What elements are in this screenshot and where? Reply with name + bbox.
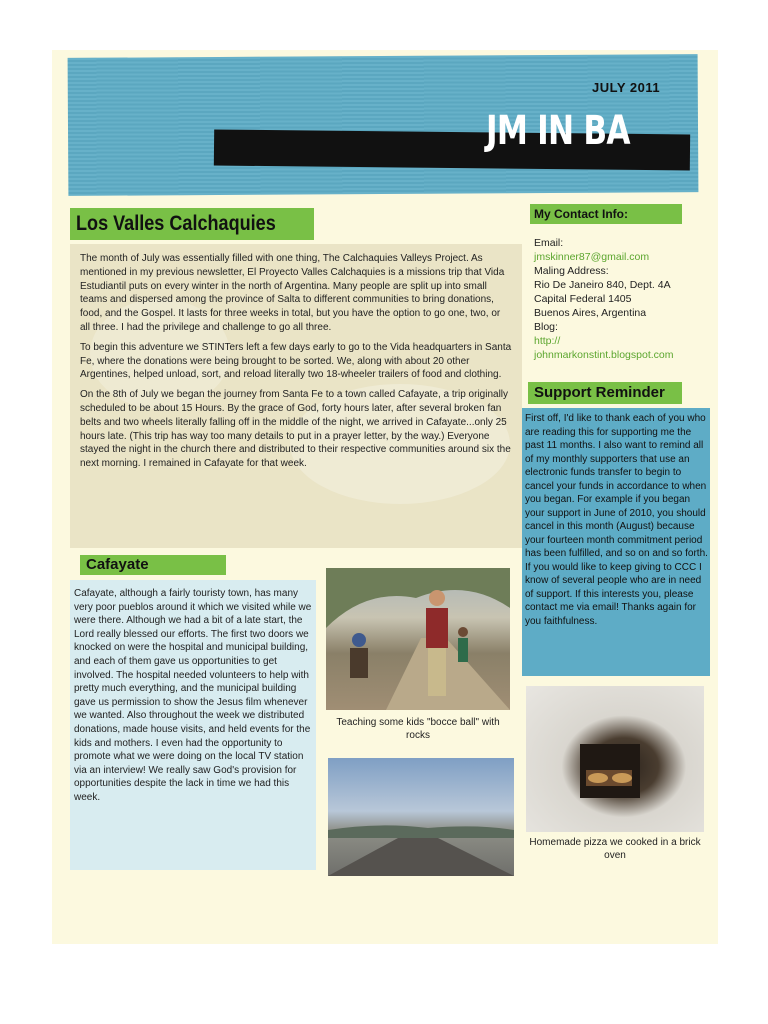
main-article-heading: Los Valles Calchaquies — [70, 208, 314, 240]
road-photo-art — [328, 758, 514, 876]
email-link[interactable]: jmskinner87@gmail.com — [534, 251, 650, 263]
email-label: Email: — [534, 237, 564, 249]
blog-link[interactable]: johnmarkonstint.blogspot.com — [534, 349, 674, 361]
kids-photo-caption: Teaching some kids "bocce ball" with rocks — [336, 717, 500, 741]
blog-label: Blog: — [534, 321, 558, 333]
cafayate-body: Cafayate, although a fairly touristy town, has many very poor pueblos around it which we visited while we were there. Although we had a bit of a late start, the Lord really blessed our efforts. The first two doors we knocked on were the hospital and municipal building, and each of them gave us opportunities to get involved. The hospital needed volunteers to help with pretty much everything, and the municipal building gave us permission to show the Jesus film whenever we wanted. Also throughout the week we distributed donations, made house visits, and held events for the kids and mothers. I even had the opportunity to promote what we were doing on the local TV station via an interview! We really saw God's provision for opportunities despite the lack in time we had this week. — [74, 588, 312, 803]
issue-date: JULY 2011 — [592, 80, 661, 95]
blog-link-prefix[interactable]: http:// — [534, 335, 561, 347]
address-line: Capital Federal 1405 — [534, 293, 632, 305]
paragraph: On the 8th of July we began the journey from Santa Fe to a town called Cafayate, a trip originally scheduled to be about 15 Hours. By the grace of God, forty hours later, after several broken fan belts and two wheels literally falling off in the middle of the night, we arrived in Cafayate...only 25 hours late. (This trip has way too many details to put in a prayer letter, by the way.) Everyone stayed the night in the church there and distributed to their respective communities around six the next morning. I remained in Cafayate for that week. — [80, 389, 511, 470]
oven-photo-caption: Homemade pizza we cooked in a brick oven — [529, 837, 701, 861]
kids-photo-art — [326, 568, 510, 710]
address-line: Rio De Janeiro 840, Dept. 4A — [534, 279, 671, 291]
kids-photo — [326, 568, 510, 710]
oven-photo-art — [526, 686, 704, 832]
road-photo — [328, 758, 514, 876]
paragraph: To begin this adventure we STINTers left a few days early to go to the Vida headquarters in Santa Fe, where the donations were being brought to be sorted. We, along with about 20 other Argentines, helped unload, sort, and reload literally two 18-wheeler trailers of food and clothing. — [80, 341, 512, 381]
mailing-label: Maling Address: — [534, 265, 609, 277]
address-line: Buenos Aires, Argentina — [534, 307, 647, 319]
support-body: First off, I'd like to thank each of you who are reading this for supporting me the past 11 months. I also want to remind all of my monthly supporters that use an electronic funds transfer to begin to cancel your funds in accordance to when you began. For example if you began your support in June of 2010, you should cancel in this month (August) because your fourteen month commitment period has been fulfilled, and so on and so forth. If you would like to keep giving to CCC I know of several people who are in need of support. If this interests you, please contact me via email! Thanks again for you faithfulness. — [525, 413, 708, 627]
oven-photo — [526, 686, 704, 832]
support-heading: Support Reminder — [528, 382, 682, 404]
cafayate-heading: Cafayate — [80, 555, 226, 575]
main-article-body — [80, 252, 512, 477]
contact-heading: My Contact Info: — [530, 204, 682, 224]
paragraph: The month of July was essentially filled with one thing, The Calchaquies Valleys Project. As mentioned in my previous newsletter, El Proyecto Valles Calchaquies is a missions trip that Vida Estudiantil puts on every winter in the north of Argentina. Many people are split up into small teams and dispersed among the province of Salta to different communities to bring donations, food, and the Gospel. It lasts for three weeks in total, but you have the option to go one, two, or all three. I had the privilege and challenge to go all three. — [80, 253, 505, 333]
newsletter-title: JM IN BA — [486, 108, 630, 154]
contact-info — [534, 236, 710, 362]
